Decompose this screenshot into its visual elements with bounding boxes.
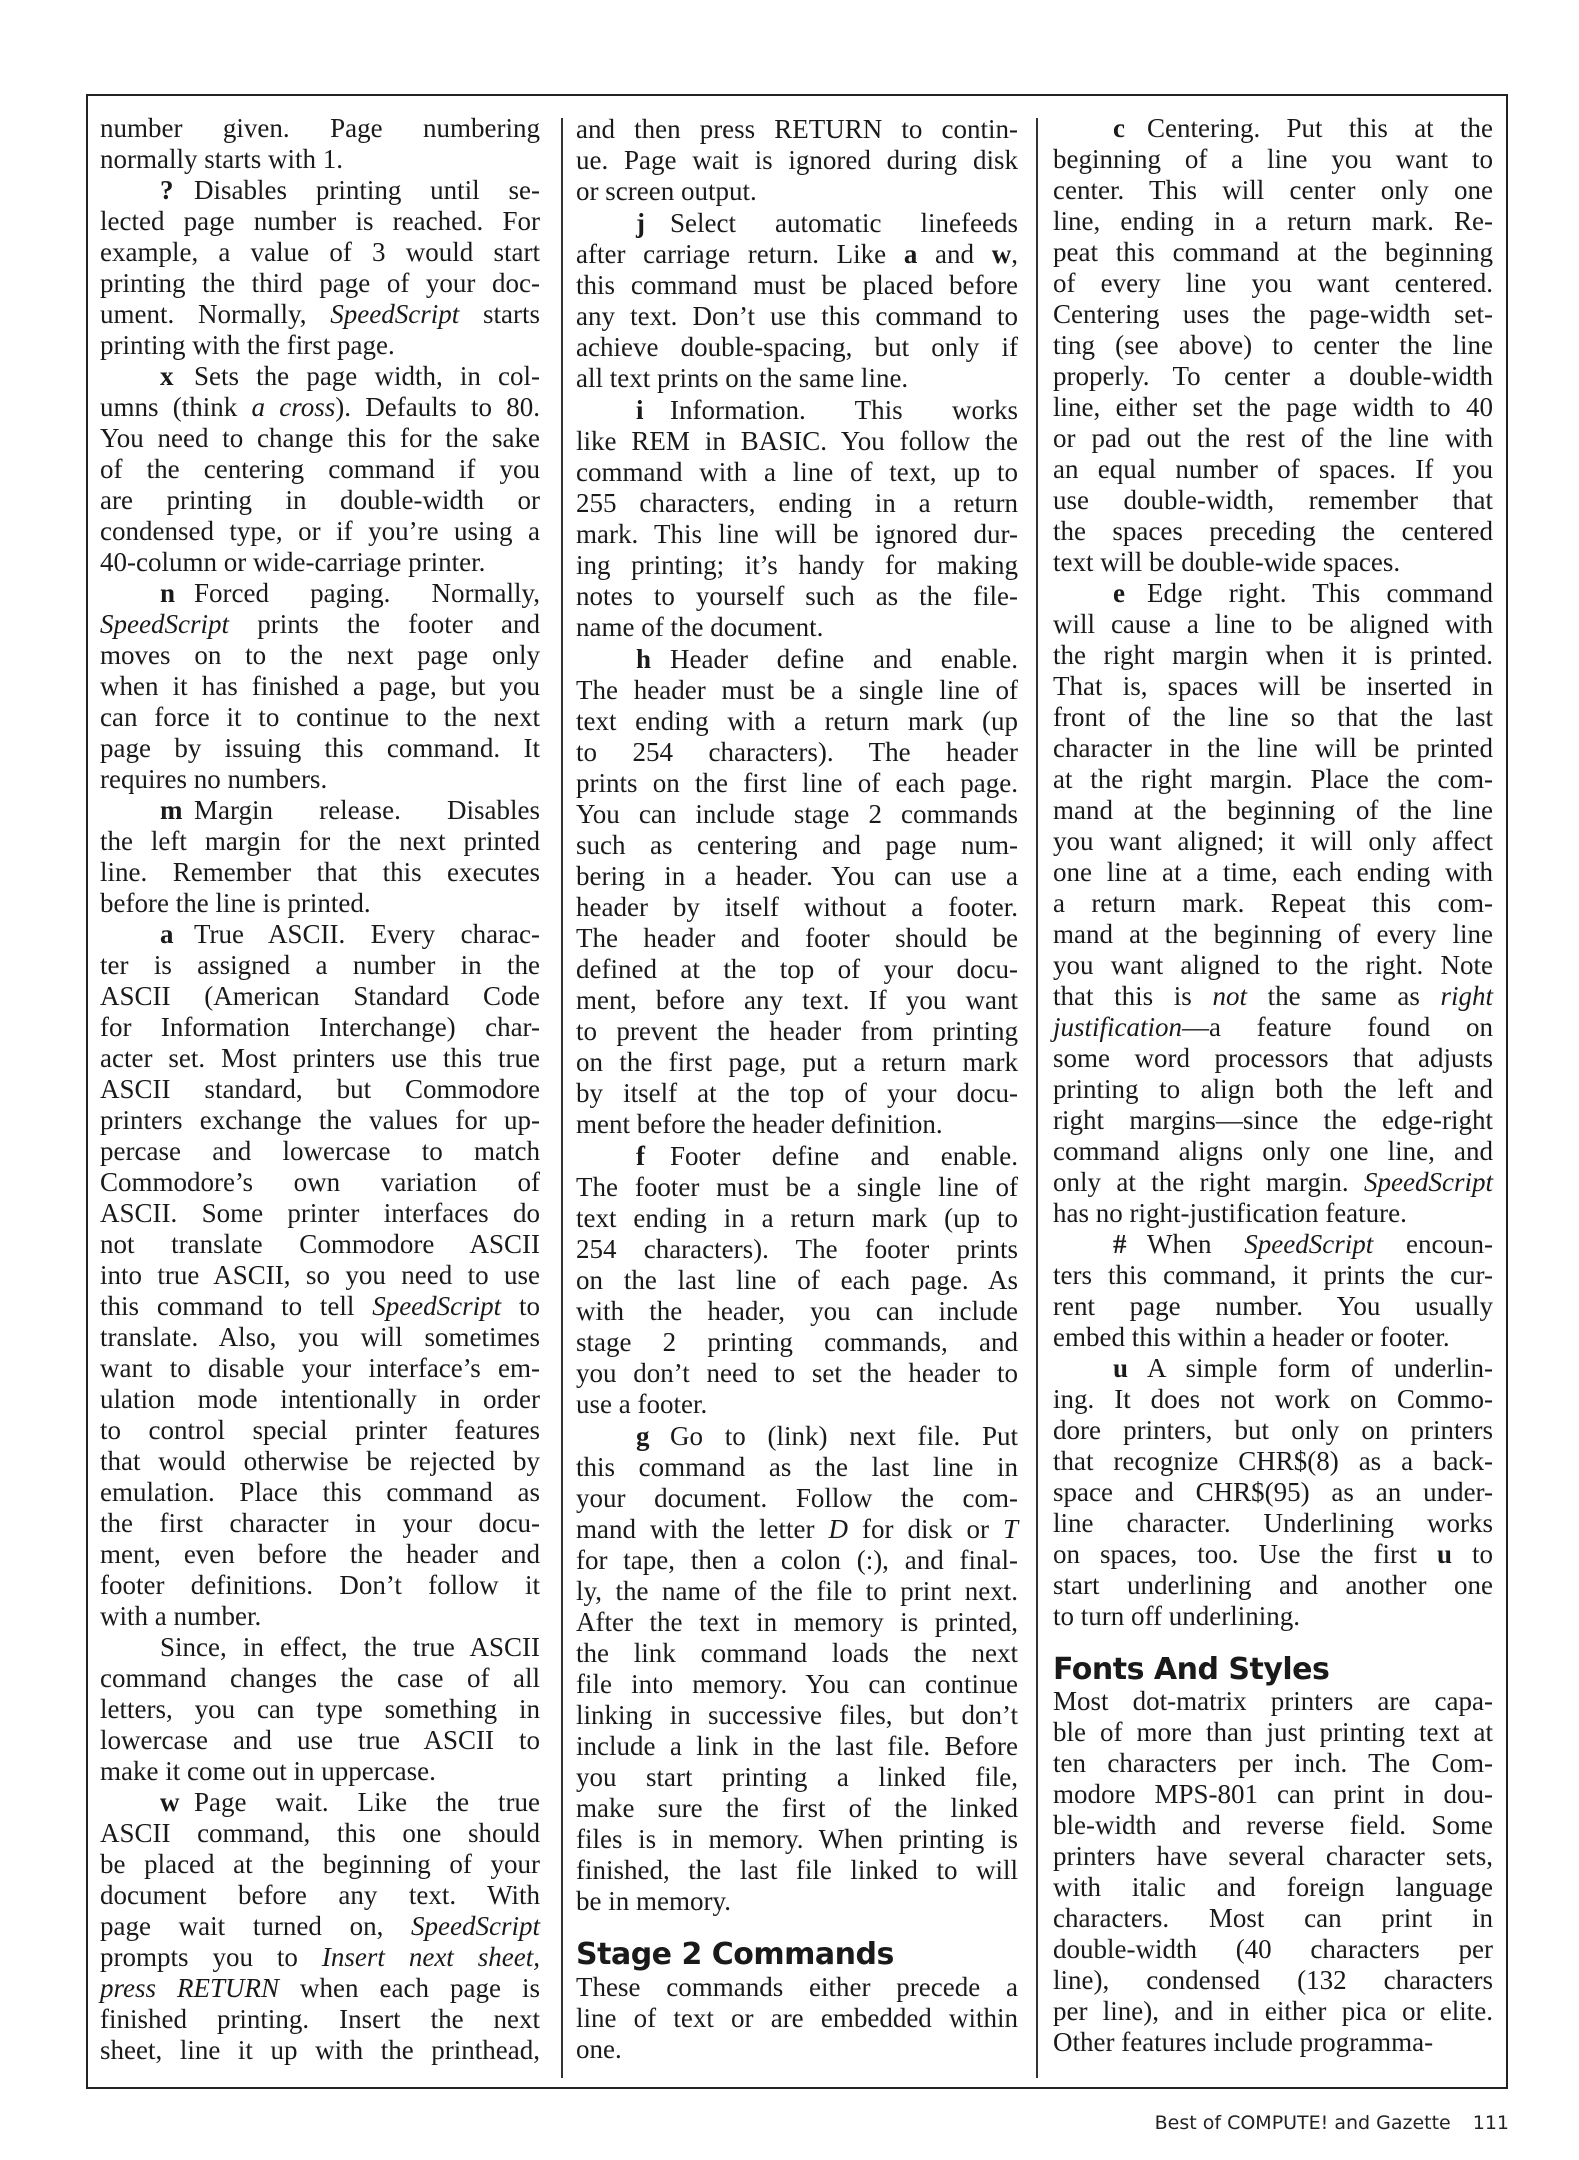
text-line: justification—a feature found on <box>1053 1012 1493 1042</box>
text-line: when it has finished a page, but you <box>100 671 540 701</box>
text-line: on spaces, too. Use the first u to <box>1053 1539 1493 1569</box>
text-line: g Go to (link) next file. Put <box>576 1421 1018 1452</box>
paragraph <box>100 919 540 1632</box>
text-line: or screen output. <box>576 176 757 206</box>
page-footer <box>1155 2112 1509 2134</box>
text-line: double-width (40 characters per <box>1053 1934 1493 1964</box>
paragraph <box>100 113 540 175</box>
text-line: ? Disables printing until se- <box>100 175 540 206</box>
text-line: to 254 characters). The header <box>576 737 1018 767</box>
text-line: characters. Most can print in <box>1053 1903 1493 1933</box>
command-letter: h <box>636 644 652 674</box>
text-line: 254 characters). The footer prints <box>576 1234 1018 1264</box>
paragraph <box>100 361 540 578</box>
text-line: or pad out the rest of the line with <box>1053 423 1493 453</box>
bold-text: u <box>1436 1539 1452 1569</box>
text-line: ters this command, it prints the cur- <box>1053 1260 1493 1290</box>
text-line: SpeedScript prints the footer and <box>100 609 540 639</box>
text-line: has no right-justification feature. <box>1053 1198 1407 1228</box>
column-divider <box>1036 118 1038 2078</box>
text-line: will cause a line to be aligned with <box>1053 609 1493 639</box>
text-line: you don’t need to set the header to <box>576 1358 1018 1388</box>
text-line: you start printing a linked file, <box>576 1762 1018 1792</box>
text-line: x Sets the page width, in col- <box>100 361 540 392</box>
text-line: line character. Underlining works <box>1053 1508 1493 1538</box>
text-line: the spaces preceding the centered <box>1053 516 1493 546</box>
column-2 <box>576 113 1018 2065</box>
text-line: ment, even before the header and <box>100 1539 540 1569</box>
text-line: The footer must be a single line of <box>576 1172 1018 1202</box>
text-line: the right margin when it is printed. <box>1053 640 1493 670</box>
text-line: ASCII (American Standard Code <box>100 981 540 1011</box>
text-line: linking in successive files, but don’t <box>576 1700 1018 1730</box>
text-line: of every line you want centered. <box>1053 268 1493 298</box>
text-line: for tape, then a colon (:), and final- <box>576 1545 1018 1575</box>
paragraph <box>1053 578 1493 1229</box>
italic-text: SpeedScript <box>1364 1167 1493 1197</box>
text-line: that would otherwise be rejected by <box>100 1446 540 1476</box>
text-line: printing the third page of your doc- <box>100 268 540 298</box>
text-line: on the first page, put a return mark <box>576 1047 1018 1077</box>
text-line: all text prints on the same line. <box>576 363 909 393</box>
command-letter: f <box>636 1141 645 1171</box>
text-line: use double-width, remember that <box>1053 485 1493 515</box>
text-line: such as centering and page num- <box>576 830 1018 860</box>
text-line: u A simple form of underlin- <box>1053 1353 1493 1384</box>
text-line: per line), and in either pica or elite. <box>1053 1996 1493 2026</box>
text-line: percase and lowercase to match <box>100 1136 540 1166</box>
text-line: letters, you can type something in <box>100 1694 540 1724</box>
text-line: that this is not the same as right <box>1053 981 1493 1011</box>
text-line: make sure the first of the linked <box>576 1793 1018 1823</box>
text-line: finished printing. Insert the next <box>100 2004 540 2034</box>
text-line: header by itself without a footer. <box>576 892 1018 922</box>
text-line: prompts you to Insert next sheet, <box>100 1942 540 1972</box>
text-line: mand at the beginning of every line <box>1053 919 1493 949</box>
paragraph <box>100 1632 540 1787</box>
text-line: finished, the last file linked to will <box>576 1855 1018 1885</box>
paragraph <box>100 175 540 361</box>
italic-text: right <box>1440 981 1493 1011</box>
text-line: stage 2 printing commands, and <box>576 1327 1018 1357</box>
text-line: to control special printer features <box>100 1415 540 1445</box>
text-line: space and CHR$(95) as an under- <box>1053 1477 1493 1507</box>
text-line: like REM in BASIC. You follow the <box>576 426 1018 456</box>
text-line: you want aligned; it will only affect <box>1053 826 1493 856</box>
text-line: normally starts with 1. <box>100 144 343 174</box>
text-line: 40-column or wide-carriage printer. <box>100 547 486 577</box>
text-line: right margins—since the edge-right <box>1053 1105 1493 1135</box>
command-letter: u <box>1113 1353 1129 1383</box>
text-line: the first character in your docu- <box>100 1508 540 1538</box>
command-letter: # <box>1113 1229 1127 1259</box>
text-line: acter set. Most printers use this true <box>100 1043 540 1073</box>
column-3 <box>1053 113 1493 2058</box>
text-line: prints on the first line of each page. <box>576 768 1018 798</box>
text-line: Most dot-matrix printers are capa- <box>1053 1686 1493 1716</box>
text-line: before the line is printed. <box>100 888 371 918</box>
text-line: mand at the beginning of the line <box>1053 795 1493 825</box>
text-line: are printing in double-width or <box>100 485 540 515</box>
text-line: by itself at the top of your docu- <box>576 1078 1018 1108</box>
paragraph <box>1053 1353 1493 1632</box>
text-line: embed this within a header or footer. <box>1053 1322 1450 1352</box>
text-line: printers have several character sets, <box>1053 1841 1493 1871</box>
column-1 <box>100 113 540 2066</box>
text-line: n Forced paging. Normally, <box>100 578 540 609</box>
text-line: ASCII standard, but Commodore <box>100 1074 540 1104</box>
text-line: include a link in the last file. Before <box>576 1731 1018 1761</box>
text-line: mark. This line will be ignored dur- <box>576 519 1018 549</box>
text-line: and then press RETURN to contin- <box>576 114 1018 144</box>
text-line: defined at the top of your docu- <box>576 954 1018 984</box>
text-line: Commodore’s own variation of <box>100 1167 540 1197</box>
text-line: You need to change this for the sake <box>100 423 540 453</box>
text-line: command aligns only one line, and <box>1053 1136 1493 1166</box>
text-line: dore printers, but only on printers <box>1053 1415 1493 1445</box>
italic-text: SpeedScript <box>411 1911 540 1941</box>
text-line: These commands either precede a <box>576 1972 1018 2002</box>
text-line: can force it to continue to the next <box>100 702 540 732</box>
text-line: i Information. This works <box>576 395 1018 426</box>
text-line: to prevent the header from printing <box>576 1016 1018 1046</box>
text-line: a return mark. Repeat this com- <box>1053 888 1493 918</box>
text-line: number given. Page numbering <box>100 113 540 143</box>
paragraph <box>576 644 1018 1140</box>
text-line: bering in a header. You can use a <box>576 861 1018 891</box>
text-line: Other features include programma- <box>1053 2027 1434 2057</box>
text-line: character in the line will be printed <box>1053 733 1493 763</box>
text-line: for Information Interchange) char- <box>100 1012 540 1042</box>
text-line: with a number. <box>100 1601 262 1631</box>
text-line: That is, spaces will be inserted in <box>1053 671 1493 701</box>
italic-text: justification <box>1053 1012 1183 1042</box>
text-line: a True ASCII. Every charac- <box>100 919 540 950</box>
paragraph <box>576 1421 1018 1917</box>
text-line: translate. Also, you will sometimes <box>100 1322 540 1352</box>
paragraph <box>100 795 540 919</box>
text-line: text will be double-wide spaces. <box>1053 547 1401 577</box>
text-line: rent page number. You usually <box>1053 1291 1493 1321</box>
text-line: want to disable your interface’s em- <box>100 1353 540 1383</box>
text-line: page by issuing this command. It <box>100 733 540 763</box>
text-line: to turn off underlining. <box>1053 1601 1300 1631</box>
command-letter: ? <box>160 175 174 205</box>
section-heading: Fonts And Styles <box>1053 1652 1330 1687</box>
italic-text: T <box>1002 1514 1019 1544</box>
section-heading: Stage 2 Commands <box>576 1937 894 1972</box>
text-line: only at the right margin. SpeedScript <box>1053 1167 1493 1197</box>
text-line: make it come out in uppercase. <box>100 1756 436 1786</box>
command-letter: m <box>160 795 183 825</box>
text-line: ten characters per inch. The Com- <box>1053 1748 1493 1778</box>
text-line: lected page number is reached. For <box>100 206 540 236</box>
text-line: this command to tell SpeedScript to <box>100 1291 540 1321</box>
text-line: ue. Page wait is ignored during disk <box>576 145 1018 175</box>
command-letter: c <box>1113 113 1125 143</box>
italic-text: a cross <box>251 392 336 422</box>
text-line: the left margin for the next printed <box>100 826 540 856</box>
text-line: achieve double-spacing, but only if <box>576 332 1018 362</box>
text-line: ble of more than just printing text at <box>1053 1717 1493 1747</box>
text-line: umns (think a cross). Defaults to 80. <box>100 392 540 422</box>
text-line: command changes the case of all <box>100 1663 540 1693</box>
text-line: Since, in effect, the true ASCII <box>160 1632 540 1662</box>
text-line: printers exchange the values for up- <box>100 1105 540 1135</box>
page-number: 111 <box>1472 2112 1509 2134</box>
text-line: m Margin release. Disables <box>100 795 540 826</box>
text-line: into true ASCII, so you need to use <box>100 1260 540 1290</box>
text-line: you want aligned to the right. Note <box>1053 950 1493 980</box>
text-line: ASCII command, this one should <box>100 1818 540 1848</box>
text-line: start underlining and another one <box>1053 1570 1493 1600</box>
text-line: The header and footer should be <box>576 923 1018 953</box>
italic-text: D <box>828 1514 848 1544</box>
text-line: printing with the first page. <box>100 330 395 360</box>
text-line: Centering uses the page-width set- <box>1053 299 1493 329</box>
text-line: ment before the header definition. <box>576 1109 943 1139</box>
paragraph <box>576 395 1018 643</box>
text-line: printing to align both the left and <box>1053 1074 1493 1104</box>
text-line: 255 characters, ending in a return <box>576 488 1018 518</box>
italic-text: press RETURN <box>100 1973 280 2003</box>
text-line: sheet, line it up with the printhead, <box>100 2035 540 2065</box>
text-line: text ending with a return mark (up <box>576 706 1018 736</box>
text-line: footer definitions. Don’t follow it <box>100 1570 540 1600</box>
text-line: command with a line of text, up to <box>576 457 1018 487</box>
paragraph <box>1053 1686 1493 2058</box>
text-line: one. <box>576 2034 622 2064</box>
text-line: this command must be placed before <box>576 270 1018 300</box>
paragraph <box>576 1141 1018 1420</box>
text-line: e Edge right. This command <box>1053 578 1493 609</box>
text-line: ting (see above) to center the line <box>1053 330 1493 360</box>
text-line: w Page wait. Like the true <box>100 1787 540 1818</box>
text-line: mand with the letter D for disk or T <box>576 1514 1019 1544</box>
text-line: any text. Don’t use this command to <box>576 301 1018 331</box>
text-line: line of text or are embedded within <box>576 2003 1018 2033</box>
text-line: ter is assigned a number in the <box>100 950 540 980</box>
text-line: ument. Normally, SpeedScript starts <box>100 299 540 329</box>
text-line: emulation. Place this command as <box>100 1477 540 1507</box>
text-line: not translate Commodore ASCII <box>100 1229 540 1259</box>
text-line: at the right margin. Place the com- <box>1053 764 1493 794</box>
text-line: on the last line of each page. As <box>576 1265 1018 1295</box>
text-line: an equal number of spaces. If you <box>1053 454 1493 484</box>
text-line: that recognize CHR$(8) as a back- <box>1053 1446 1493 1476</box>
command-letter: n <box>160 578 176 608</box>
text-line: ment, before any text. If you want <box>576 985 1018 1015</box>
text-line: press RETURN when each page is <box>100 1973 540 2003</box>
text-line: example, a value of 3 would start <box>100 237 540 267</box>
column-divider <box>561 118 563 2078</box>
text-line: this command as the last line in <box>576 1452 1018 1482</box>
text-line: peat this command at the beginning <box>1053 237 1493 267</box>
text-line: center. This will center only one <box>1053 175 1493 205</box>
bold-text: a <box>903 239 918 269</box>
publication-name: Best of COMPUTE! and Gazette <box>1154 2112 1451 2134</box>
text-line: notes to yourself such as the file- <box>576 581 1018 611</box>
text-line: ulation mode intentionally in order <box>100 1384 540 1414</box>
text-line: c Centering. Put this at the <box>1053 113 1493 144</box>
command-letter: g <box>636 1421 650 1451</box>
command-letter: j <box>636 208 645 238</box>
text-line: the link command loads the next <box>576 1638 1018 1668</box>
text-line: ing printing; it’s handy for making <box>576 550 1018 580</box>
paragraph <box>100 578 540 795</box>
text-line: be placed at the beginning of your <box>100 1849 540 1879</box>
italic-text: not <box>1212 981 1247 1011</box>
text-line: lowercase and use true ASCII to <box>100 1725 540 1755</box>
text-line: After the text in memory is printed, <box>576 1607 1018 1637</box>
text-line: The header must be a single line of <box>576 675 1018 705</box>
text-line: ble-width and reverse field. Some <box>1053 1810 1493 1840</box>
text-line: f Footer define and enable. <box>576 1141 1018 1172</box>
italic-text: SpeedScript <box>1244 1229 1374 1259</box>
text-line: text ending in a return mark (up to <box>576 1203 1018 1233</box>
text-line: modore MPS-801 can print in dou- <box>1053 1779 1493 1809</box>
text-line: front of the line so that the last <box>1053 702 1493 732</box>
bold-text: w <box>991 239 1012 269</box>
text-line: moves on to the next page only <box>100 640 540 670</box>
paragraph <box>576 1972 1018 2065</box>
paragraph <box>1053 113 1493 578</box>
text-line: You can include stage 2 commands <box>576 799 1018 829</box>
paragraph <box>1053 1229 1493 1353</box>
text-line: j Select automatic linefeeds <box>576 208 1018 239</box>
text-line: be in memory. <box>576 1886 731 1916</box>
text-line: ASCII. Some printer interfaces do <box>100 1198 540 1228</box>
text-line: beginning of a line you want to <box>1053 144 1493 174</box>
text-line: line. Remember that this executes <box>100 857 540 887</box>
text-line: name of the document. <box>576 612 824 642</box>
text-line: of the centering command if you <box>100 454 540 484</box>
italic-text: SpeedScript <box>100 609 229 639</box>
text-line: line, either set the page width to 40 <box>1053 392 1493 422</box>
text-line: file into memory. You can continue <box>576 1669 1018 1699</box>
text-line: one line at a time, each ending with <box>1053 857 1493 887</box>
italic-text: Insert next sheet, <box>321 1942 540 1972</box>
italic-text: SpeedScript <box>372 1291 502 1321</box>
command-letter: x <box>160 361 174 391</box>
text-line: files is in memory. When printing is <box>576 1824 1018 1854</box>
command-letter: a <box>160 919 174 949</box>
text-line: with italic and foreign language <box>1053 1872 1493 1902</box>
text-line: line), condensed (132 characters <box>1053 1965 1493 1995</box>
italic-text: SpeedScript <box>330 299 460 329</box>
command-letter: e <box>1113 578 1125 608</box>
paragraph <box>100 1787 540 2066</box>
text-line: with the header, you can include <box>576 1296 1018 1326</box>
text-line: line, ending in a return mark. Re- <box>1053 206 1493 236</box>
text-line: page wait turned on, SpeedScript <box>100 1911 540 1941</box>
text-line: condensed type, or if you’re using a <box>100 516 540 546</box>
text-line: # When SpeedScript encoun- <box>1053 1229 1493 1260</box>
text-line: ly, the name of the file to print next. <box>576 1576 1018 1606</box>
text-line: document before any text. With <box>100 1880 540 1910</box>
text-line: h Header define and enable. <box>576 644 1018 675</box>
paragraph <box>576 208 1018 394</box>
text-line: use a footer. <box>576 1389 708 1419</box>
text-line: after carriage return. Like a and w, <box>576 239 1018 269</box>
command-letter: w <box>160 1787 180 1817</box>
text-line: requires no numbers. <box>100 764 328 794</box>
text-line: your document. Follow the com- <box>576 1483 1018 1513</box>
command-letter: i <box>636 395 644 425</box>
paragraph <box>576 114 1018 207</box>
text-line: properly. To center a double-width <box>1053 361 1493 391</box>
text-line: some word processors that adjusts <box>1053 1043 1493 1073</box>
text-line: ing. It does not work on Commo- <box>1053 1384 1493 1414</box>
